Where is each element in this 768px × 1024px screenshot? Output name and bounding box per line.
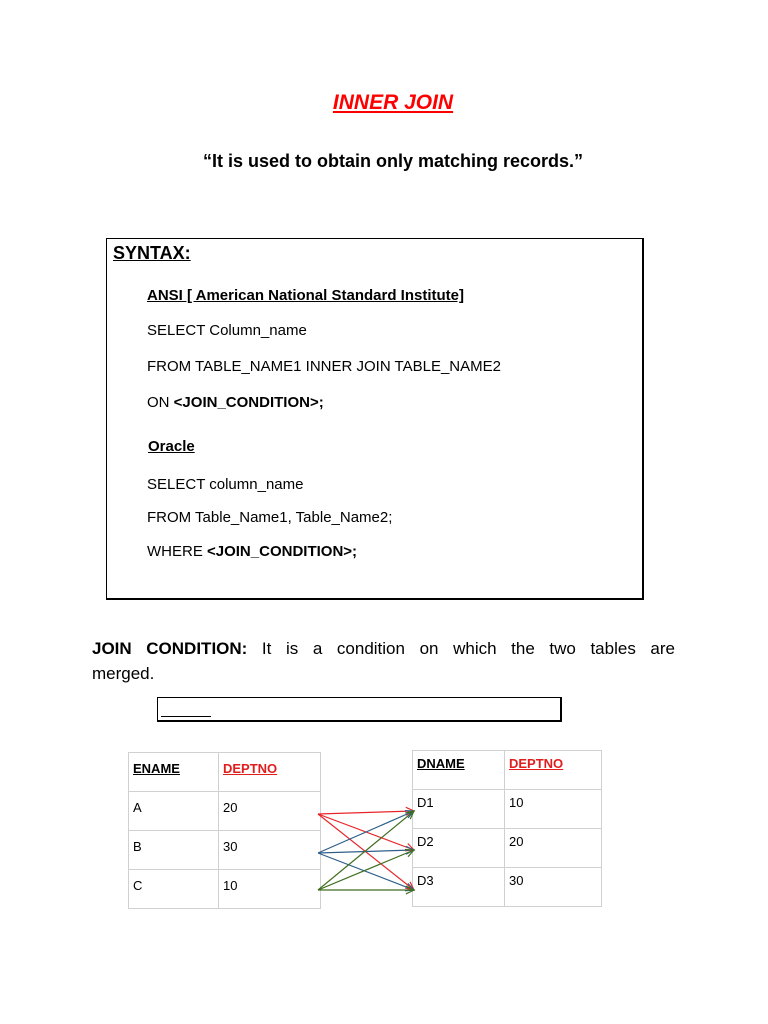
table-cell: D1	[413, 790, 505, 829]
table-row	[413, 868, 602, 907]
blank-answer-box	[157, 697, 562, 722]
oracle-heading: Oracle	[148, 438, 195, 455]
table-cell: A	[129, 792, 219, 831]
join-arrow-blue-1-1	[318, 850, 414, 853]
page-title: INNER JOIN	[332, 91, 454, 114]
emp-header-deptno: DEPTNO	[219, 753, 321, 792]
oracle-from-line: FROM Table_Name1, Table_Name2;	[147, 509, 393, 526]
table-row	[413, 790, 602, 829]
table-cell: D2	[413, 829, 505, 868]
table-cell: 10	[219, 870, 321, 909]
ansi-from-line: FROM TABLE_NAME1 INNER JOIN TABLE_NAME2	[147, 358, 501, 375]
ansi-on-keyword: ON	[147, 394, 174, 411]
join-arrow-blue-1-0	[318, 811, 414, 853]
ansi-select-line: SELECT Column_name	[147, 322, 307, 339]
table-cell: 10	[505, 790, 602, 829]
blank-answer-line	[161, 716, 211, 717]
ansi-on-line	[147, 394, 324, 411]
join-arrow-red-0-1	[318, 814, 414, 850]
oracle-where-line	[147, 543, 357, 560]
join-arrow-red-0-2	[318, 814, 414, 890]
table-cell: 20	[505, 829, 602, 868]
join-arrow-blue-1-2	[318, 853, 414, 890]
oracle-join-condition: <JOIN_CONDITION>;	[207, 543, 358, 560]
dept-header-deptno: DEPTNO	[505, 751, 602, 790]
ansi-join-condition: <JOIN_CONDITION>;	[173, 394, 324, 411]
emp-table	[128, 752, 321, 909]
join-arrow-red-0-0	[318, 811, 414, 814]
join-condition-label: JOIN CONDITION:	[92, 639, 248, 658]
table-cell: C	[129, 870, 219, 909]
join-arrow-green-2-1	[318, 850, 414, 890]
emp-header-ename: ENAME	[129, 753, 219, 792]
table-cell: B	[129, 831, 219, 870]
join-condition-paragraph	[92, 636, 675, 686]
table-row	[129, 831, 321, 870]
table-header-row	[129, 753, 321, 792]
table-header-row	[413, 751, 602, 790]
table-cell: 30	[219, 831, 321, 870]
dept-table	[412, 750, 602, 907]
table-cell: D3	[413, 868, 505, 907]
table-cell: 30	[505, 868, 602, 907]
oracle-select-line: SELECT column_name	[147, 476, 304, 493]
table-cell: 20	[219, 792, 321, 831]
table-row	[413, 829, 602, 868]
tagline: “It is used to obtain only matching records.”	[202, 151, 584, 171]
table-row	[129, 792, 321, 831]
dept-header-dname: DNAME	[413, 751, 505, 790]
syntax-heading: SYNTAX:	[113, 243, 191, 263]
ansi-heading: ANSI [ American National Standard Institute]	[147, 287, 464, 304]
join-arrow-green-2-0	[318, 811, 414, 890]
oracle-where-keyword: WHERE	[147, 543, 207, 560]
table-row	[129, 870, 321, 909]
join-condition-text: It is a condition on which the two tables are merged.	[92, 639, 675, 683]
